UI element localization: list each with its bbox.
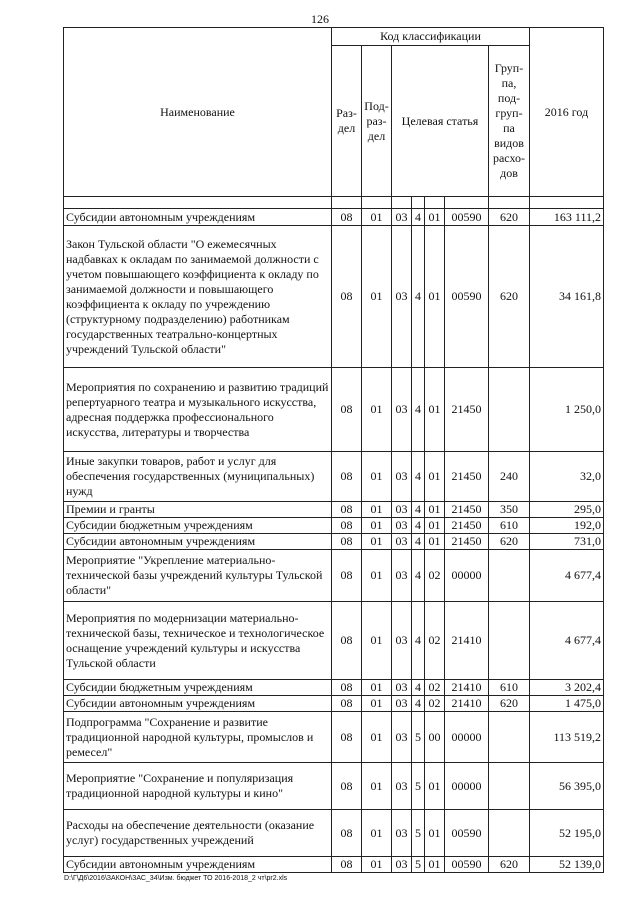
- row-target-event: 01: [425, 857, 445, 873]
- table-row: [64, 696, 604, 712]
- row-name: Субсидии автономным учреждениям: [64, 534, 332, 550]
- row-target-program: 03: [392, 857, 412, 873]
- row-name: Мероприятие "Укрепление материально-технической базы учреждений культуры Тульской области": [64, 550, 332, 602]
- row-name: Премии и гранты: [64, 502, 332, 518]
- row-expense-group: 610: [489, 680, 530, 696]
- row-name: Мероприятие "Сохранение и популяризация традиционной народной культуры и кино": [64, 763, 332, 810]
- row-amount: 32,0: [530, 452, 604, 502]
- row-target-program: 03: [392, 712, 412, 763]
- row-target-subprogram: 4: [412, 368, 425, 452]
- row-amount: 4 677,4: [530, 550, 604, 602]
- row-name: Субсидии автономным учреждениям: [64, 857, 332, 873]
- row-target-event: 02: [425, 550, 445, 602]
- row-section: 08: [332, 452, 362, 502]
- table-row: [64, 368, 604, 452]
- row-section: 08: [332, 368, 362, 452]
- row-amount: 192,0: [530, 518, 604, 534]
- row-section: 08: [332, 696, 362, 712]
- row-expense-group: 620: [489, 209, 530, 226]
- row-amount: 56 395,0: [530, 763, 604, 810]
- row-target-subprogram: 4: [412, 680, 425, 696]
- row-target-direction: 00000: [445, 550, 489, 602]
- row-target-event: 00: [425, 712, 445, 763]
- row-target-subprogram: 4: [412, 602, 425, 680]
- row-target-event: 01: [425, 763, 445, 810]
- header-year: 2016 год: [530, 28, 604, 197]
- row-section: 08: [332, 502, 362, 518]
- row-target-event: 01: [425, 502, 445, 518]
- row-target-program: 03: [392, 518, 412, 534]
- row-target-direction: 21410: [445, 602, 489, 680]
- row-target-direction: 00590: [445, 209, 489, 226]
- row-name: Закон Тульской области "О ежемесячных надбавках к окладам по занимаемой должности с учетом повышающего коэффициента к окладу по занимаемой должности и повышающего коэффициента к окладу по учреждению (структурному подразделению) работникам государственных театрально-концертных учреждений Тульской области": [64, 226, 332, 368]
- row-target-direction: 21450: [445, 534, 489, 550]
- row-target-direction: 21450: [445, 502, 489, 518]
- row-target-direction: 00590: [445, 810, 489, 857]
- table-row: [64, 680, 604, 696]
- row-subsection: 01: [362, 452, 392, 502]
- row-section: 08: [332, 810, 362, 857]
- row-target-direction: 21450: [445, 368, 489, 452]
- row-target-subprogram: 5: [412, 810, 425, 857]
- row-expense-group: [489, 763, 530, 810]
- row-subsection: 01: [362, 550, 392, 602]
- row-target-program: 03: [392, 368, 412, 452]
- row-target-subprogram: 4: [412, 502, 425, 518]
- table-row: [64, 763, 604, 810]
- budget-table: [63, 27, 604, 873]
- row-target-event: 02: [425, 696, 445, 712]
- row-section: 08: [332, 712, 362, 763]
- table-row: [64, 550, 604, 602]
- row-amount: 295,0: [530, 502, 604, 518]
- row-name: Мероприятия по сохранению и развитию традиций репертуарного театра и музыкального искусства, адресная поддержка профессионального искусства, литературы и творчества: [64, 368, 332, 452]
- header-group: Груп- па, под- груп- па видов расхо- дов: [489, 46, 530, 197]
- row-subsection: 01: [362, 368, 392, 452]
- header-subsection: Под- раз- дел: [362, 46, 392, 197]
- row-name: Субсидии автономным учреждениям: [64, 209, 332, 226]
- row-target-program: 03: [392, 226, 412, 368]
- row-amount: 1 250,0: [530, 368, 604, 452]
- row-expense-group: 350: [489, 502, 530, 518]
- row-amount: 52 139,0: [530, 857, 604, 873]
- row-expense-group: 620: [489, 534, 530, 550]
- row-target-program: 03: [392, 810, 412, 857]
- row-name: Подпрограмма "Сохранение и развитие традиционной народной культуры, промыслов и ремесел": [64, 712, 332, 763]
- row-expense-group: 610: [489, 518, 530, 534]
- row-target-program: 03: [392, 502, 412, 518]
- row-amount: 3 202,4: [530, 680, 604, 696]
- row-expense-group: 620: [489, 226, 530, 368]
- row-amount: 4 677,4: [530, 602, 604, 680]
- row-section: 08: [332, 550, 362, 602]
- row-section: 08: [332, 209, 362, 226]
- row-name: Иные закупки товаров, работ и услуг для обеспечения государственных (муниципальных) нужд: [64, 452, 332, 502]
- row-subsection: 01: [362, 857, 392, 873]
- row-target-program: 03: [392, 550, 412, 602]
- row-target-subprogram: 4: [412, 452, 425, 502]
- row-name: Субсидии бюджетным учреждениям: [64, 518, 332, 534]
- row-section: 08: [332, 680, 362, 696]
- row-target-event: 01: [425, 534, 445, 550]
- row-target-program: 03: [392, 534, 412, 550]
- row-target-program: 03: [392, 209, 412, 226]
- table-row: [64, 502, 604, 518]
- row-name: Мероприятия по модернизации материально-технической базы, техническое и технологическое оснащение учреждений культуры и искусства Тульской области: [64, 602, 332, 680]
- row-expense-group: [489, 368, 530, 452]
- row-amount: 52 195,0: [530, 810, 604, 857]
- row-target-program: 03: [392, 696, 412, 712]
- row-amount: 34 161,8: [530, 226, 604, 368]
- table-row: [64, 534, 604, 550]
- header-target: Целевая статья: [392, 46, 489, 197]
- row-amount: 163 111,2: [530, 209, 604, 226]
- row-amount: 113 519,2: [530, 712, 604, 763]
- row-target-subprogram: 4: [412, 696, 425, 712]
- row-section: 08: [332, 226, 362, 368]
- row-subsection: 01: [362, 209, 392, 226]
- row-expense-group: [489, 712, 530, 763]
- table-row: [64, 602, 604, 680]
- row-target-direction: 00000: [445, 712, 489, 763]
- row-target-subprogram: 4: [412, 518, 425, 534]
- row-subsection: 01: [362, 226, 392, 368]
- row-expense-group: [489, 602, 530, 680]
- row-target-direction: 00590: [445, 857, 489, 873]
- row-target-program: 03: [392, 452, 412, 502]
- row-subsection: 01: [362, 534, 392, 550]
- header-classification: Код классификации: [332, 28, 530, 46]
- row-target-program: 03: [392, 680, 412, 696]
- row-subsection: 01: [362, 763, 392, 810]
- row-section: 08: [332, 534, 362, 550]
- row-expense-group: 620: [489, 696, 530, 712]
- row-target-subprogram: 4: [412, 534, 425, 550]
- row-section: 08: [332, 857, 362, 873]
- file-path-footer: D:\Г\Д6\2016\ЗАКОН\ЗАС_34\Изм. бюджет ТО 2016-2018_2 чт\pr2.xls: [64, 875, 288, 882]
- row-target-program: 03: [392, 602, 412, 680]
- row-target-program: 03: [392, 763, 412, 810]
- row-target-subprogram: 5: [412, 763, 425, 810]
- header-name: Наименование: [64, 28, 332, 197]
- table-row: [64, 857, 604, 873]
- table-row: [64, 452, 604, 502]
- row-target-subprogram: 5: [412, 712, 425, 763]
- row-target-direction: 00000: [445, 763, 489, 810]
- row-target-subprogram: 4: [412, 209, 425, 226]
- row-target-direction: 21450: [445, 452, 489, 502]
- row-amount: 731,0: [530, 534, 604, 550]
- table-body: [64, 209, 604, 873]
- row-target-event: 02: [425, 680, 445, 696]
- row-subsection: 01: [362, 602, 392, 680]
- row-expense-group: 620: [489, 857, 530, 873]
- row-section: 08: [332, 602, 362, 680]
- row-target-event: 01: [425, 209, 445, 226]
- row-target-direction: 21450: [445, 518, 489, 534]
- row-subsection: 01: [362, 502, 392, 518]
- row-section: 08: [332, 763, 362, 810]
- table-row: [64, 518, 604, 534]
- row-target-subprogram: 4: [412, 226, 425, 368]
- row-name: Субсидии автономным учреждениям: [64, 696, 332, 712]
- row-target-direction: 21410: [445, 696, 489, 712]
- row-subsection: 01: [362, 518, 392, 534]
- row-target-event: 02: [425, 602, 445, 680]
- row-name: Субсидии бюджетным учреждениям: [64, 680, 332, 696]
- row-expense-group: [489, 550, 530, 602]
- row-subsection: 01: [362, 680, 392, 696]
- table-header: [64, 28, 604, 209]
- row-subsection: 01: [362, 810, 392, 857]
- row-expense-group: 240: [489, 452, 530, 502]
- row-target-event: 01: [425, 452, 445, 502]
- page-number: 126: [311, 12, 329, 26]
- table-row: [64, 209, 604, 226]
- row-target-event: 01: [425, 226, 445, 368]
- row-section: 08: [332, 518, 362, 534]
- row-target-event: 01: [425, 810, 445, 857]
- table-row: [64, 712, 604, 763]
- row-subsection: 01: [362, 696, 392, 712]
- row-expense-group: [489, 810, 530, 857]
- row-subsection: 01: [362, 712, 392, 763]
- table-row: [64, 810, 604, 857]
- row-amount: 1 475,0: [530, 696, 604, 712]
- table-row: [64, 226, 604, 368]
- row-target-direction: 21410: [445, 680, 489, 696]
- header-section: Раз- дел: [332, 46, 362, 197]
- row-target-subprogram: 5: [412, 857, 425, 873]
- row-target-event: 01: [425, 368, 445, 452]
- row-target-direction: 00590: [445, 226, 489, 368]
- row-target-event: 01: [425, 518, 445, 534]
- row-target-subprogram: 4: [412, 550, 425, 602]
- row-name: Расходы на обеспечение деятельности (оказание услуг) государственных учреждений: [64, 810, 332, 857]
